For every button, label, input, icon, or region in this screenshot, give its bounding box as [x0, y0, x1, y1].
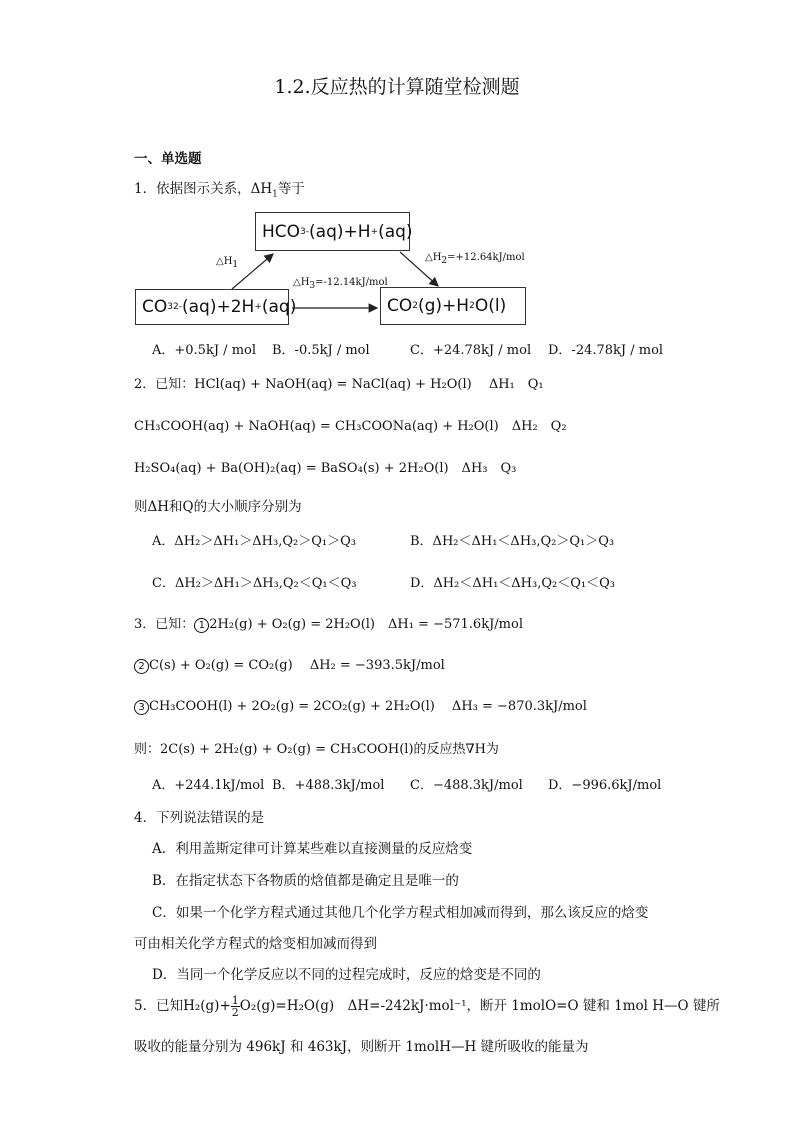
q2-line3: H₂SO₄(aq) + Ba(OH)₂(aq) = BaSO₄(s) + 2H₂O(l) ΔH₃ Q₃	[134, 461, 517, 476]
q5-line1: 5．已知H₂(g)+ $\frac{1}{2}$ O₂(g)=H₂O(g) ΔH=-242kJ·mol⁻¹，断开 1molO=O 键和 1mol H—O 键所	[134, 994, 720, 1019]
section-heading: 一、单选题	[134, 151, 202, 167]
q1-option-b: B．-0.5kJ / mol	[272, 343, 370, 358]
q3-eq2: 2 C(s) + O₂(g) = CO₂(g) ΔH₂ = −393.5kJ/mol	[134, 654, 445, 674]
box-carbonate: CO 3 2- (aq)+2H + (aq)	[135, 289, 289, 325]
q3-eq3: 3 CH₃COOH(l) + 2O₂(g) = 2CO₂(g) + 2H₂O(l) ΔH₃ = −870.3kJ/mol	[134, 695, 587, 715]
q1-option-c: C．+24.78kJ / mol	[410, 343, 532, 358]
q2-option-c: C．ΔH₂＞ΔH₁＞ΔH₃,Q₂＜Q₁＜Q₃	[152, 576, 357, 591]
label-dh2: $\triangle H_2=+12.64kJ$/mol	[425, 252, 525, 266]
q4-option-c-continued: 可由相关化学方程式的焓变相加减而得到	[134, 936, 377, 952]
page-title: 1.2.反应热的计算随堂检测题	[274, 76, 520, 98]
q2-line1: 2．已知：HCl(aq) + NaOH(aq) = NaCl(aq) + H₂O(l) ΔH₁ Q₁	[134, 377, 544, 392]
q4-stem: 4．下列说法错误的是	[134, 810, 265, 826]
q1-option-a: A．+0.5kJ / mol	[152, 343, 257, 358]
q4-option-d: D．当同一个化学反应以不同的过程完成时，反应的焓变是不同的	[152, 967, 541, 983]
q3-option-d: D．−996.6kJ/mol	[548, 778, 662, 793]
q4-option-c: C．如果一个化学方程式通过其他几个化学方程式相加减而得到，那么该反应的焓变	[152, 905, 649, 921]
q4-option-b: B．在指定状态下各物质的焓值都是确定且是唯一的	[152, 873, 459, 889]
label-dh1: $\triangle H_1$	[216, 256, 239, 270]
q1-option-d: D．-24.78kJ / mol	[548, 343, 664, 358]
q2-option-b: B．ΔH₂＜ΔH₁＜ΔH₃,Q₂＞Q₁＞Q₃	[410, 534, 615, 549]
q3-eq1: 3．已知： 1 2H₂(g) + O₂(g) = 2H₂O(l) ΔH₁ = −571.6kJ/mol	[134, 617, 523, 632]
q5-line2: 吸收的能量分别为 496kJ 和 463kJ，则断开 1molH—H 键所吸收的能量为	[134, 1039, 589, 1055]
q2-option-d: D．ΔH₂＜ΔH₁＜ΔH₃,Q₂＜Q₁＜Q₃	[410, 576, 615, 591]
circled-number-2: 2	[134, 659, 149, 674]
circled-number-1: 1	[194, 618, 209, 633]
q3-option-b: B．+488.3kJ/mol	[272, 778, 385, 793]
label-dh3: $\triangle H_3=-12.14kJ$/mol	[293, 277, 388, 291]
q3-option-a: A．+244.1kJ/mol	[152, 778, 265, 793]
q2-option-a: A．ΔH₂＞ΔH₁＞ΔH₃,Q₂＞Q₁＞Q₃	[152, 534, 356, 549]
circled-number-3: 3	[134, 700, 149, 715]
q2-line2: CH₃COOH(aq) + NaOH(aq) = CH₃COONa(aq) + H₂O(l) ΔH₂ Q₂	[134, 419, 567, 434]
q1-stem: 1．依据图示关系，$\Delta H_1$等于	[134, 181, 305, 200]
q4-option-a: A．利用盖斯定律可计算某些难以直接测量的反应焓变	[152, 841, 473, 857]
fraction-one-half: $\frac{1}{2}$	[231, 994, 239, 1019]
box-bicarbonate: HCO 3 - (aq)+H + (aq)	[255, 212, 410, 251]
q3-option-c: C．−488.3kJ/mol	[410, 778, 523, 793]
box-products: CO 2 (g)+H 2 O(l)	[380, 287, 526, 325]
q2-ask: 则ΔH和Q的大小顺序分别为	[134, 499, 302, 515]
q3-ask: 则：2C(s) + 2H₂(g) + O₂(g) = CH₃COOH(l)的反应热∇H为	[134, 742, 499, 757]
